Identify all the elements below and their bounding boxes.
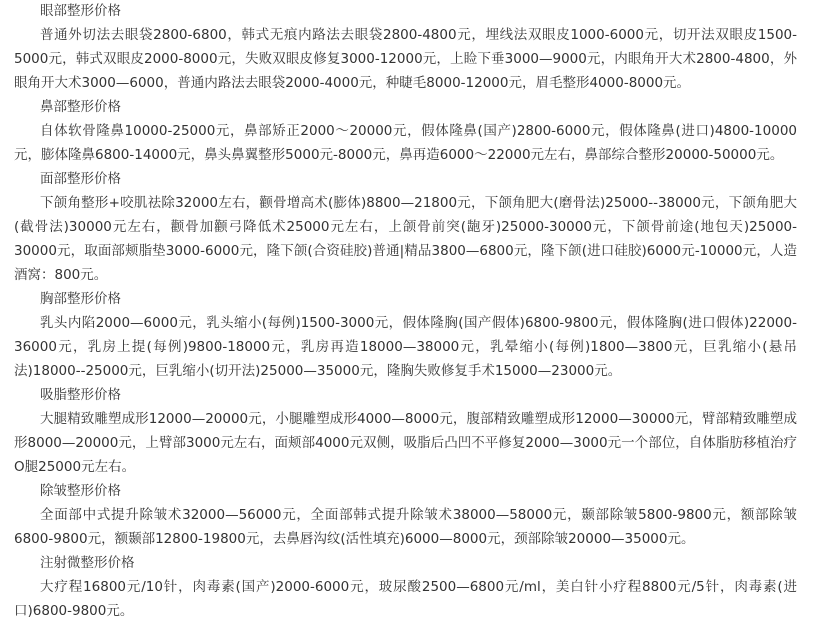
section-body-wrinkle: 全面部中式提升除皱术32000—56000元，全面部韩式提升除皱术38000—58000元，颞部除皱5800-9800元，额部除皱6800-9800元，额颞部12800-19800元，去鼻唇沟纹(活性填充)6000—8000元，颈部除皱20000—35000元。: [14, 507, 797, 547]
section-heading-breast: 胸部整形价格: [40, 291, 121, 307]
section-body-injection: 大疗程16800元/10针，肉毒素(国产)2000-6000元，玻尿酸2500—6800元/ml，美白针小疗程8800元/5针，肉毒素(进口)6800-9800元。: [14, 579, 797, 619]
section-face: [0, 167, 813, 287]
section-heading-injection: 注射微整形价格: [40, 555, 135, 571]
section-body-face: 下颌角整形+咬肌祛除32000左右，颧骨增高术(膨体)8800—21800元，下颌角肥大(磨骨法)25000--38000元，下颌角肥大(截骨法)30000元左右，颧骨加颧弓降低术25000元左右，上颌骨前突(龅牙)25000-30000元，下颌骨前途(地包天)25000-30000元，取面部颊脂垫3000-6000元，隆下颌(合资硅胶)普通|精品3800—6800元，隆下颌(进口硅胶)6000元-10000元，人造酒窝：800元。: [14, 195, 797, 283]
section-liposuction: [0, 383, 813, 479]
section-eye: [0, 0, 813, 95]
section-body-nose: 自体软骨隆鼻10000-25000元，鼻部矫正2000～20000元，假体隆鼻(国产)2800-6000元，假体隆鼻(进口)4800-10000元，膨体隆鼻6800-14000元，鼻头鼻翼整形5000元-8000元，鼻再造6000～22000元左右，鼻部综合整形20000-50000元。: [14, 123, 797, 163]
section-breast: [0, 287, 813, 383]
section-heading-wrinkle: 除皱整形价格: [40, 483, 121, 499]
section-heading-face: 面部整形价格: [40, 171, 121, 187]
section-body-liposuction: 大腿精致雕塑成形12000—20000元，小腿雕塑成形4000—8000元，腹部精致雕塑成形12000—30000元，臂部精致雕塑成形8000—20000元，上臂部3000元左右，面颊部4000元双侧，吸脂后凸凹不平修复2000—3000元一个部位，自体脂肪移植治疗O腿25000元左右。: [14, 411, 797, 475]
section-body-eye: 普通外切法去眼袋2800-6800，韩式无痕内路法去眼袋2800-4800元，埋线法双眼皮1000-6000元，切开法双眼皮1500-5000元，韩式双眼皮2000-8000元，失败双眼皮修复3000-12000元，上睑下垂3000—9000元，内眼角开大术2800-4800，外眼角开大术3000—6000，普通内路法去眼袋2000-4000元，种睫毛8000-12000元，眉毛整形4000-8000元。: [14, 27, 797, 91]
section-heading-eye: 眼部整形价格: [40, 3, 121, 19]
section-heading-liposuction: 吸脂整形价格: [40, 387, 121, 403]
section-nose: [0, 95, 813, 167]
section-body-breast: 乳头内陷2000—6000元，乳头缩小(每例)1500-3000元，假体隆胸(国产假体)6800-9800元，假体隆胸(进口假体)22000-36000元，乳房上提(每例)9800-18000元，乳房再造18000—38000元，乳晕缩小(每例)1800—3800元，巨乳缩小(悬吊法)18000--25000元，巨乳缩小(切开法)25000—35000元，隆胸失败修复手术15000—23000元。: [14, 315, 797, 379]
section-heading-nose: 鼻部整形价格: [40, 99, 121, 115]
section-injection: [0, 551, 813, 623]
section-wrinkle: [0, 479, 813, 551]
